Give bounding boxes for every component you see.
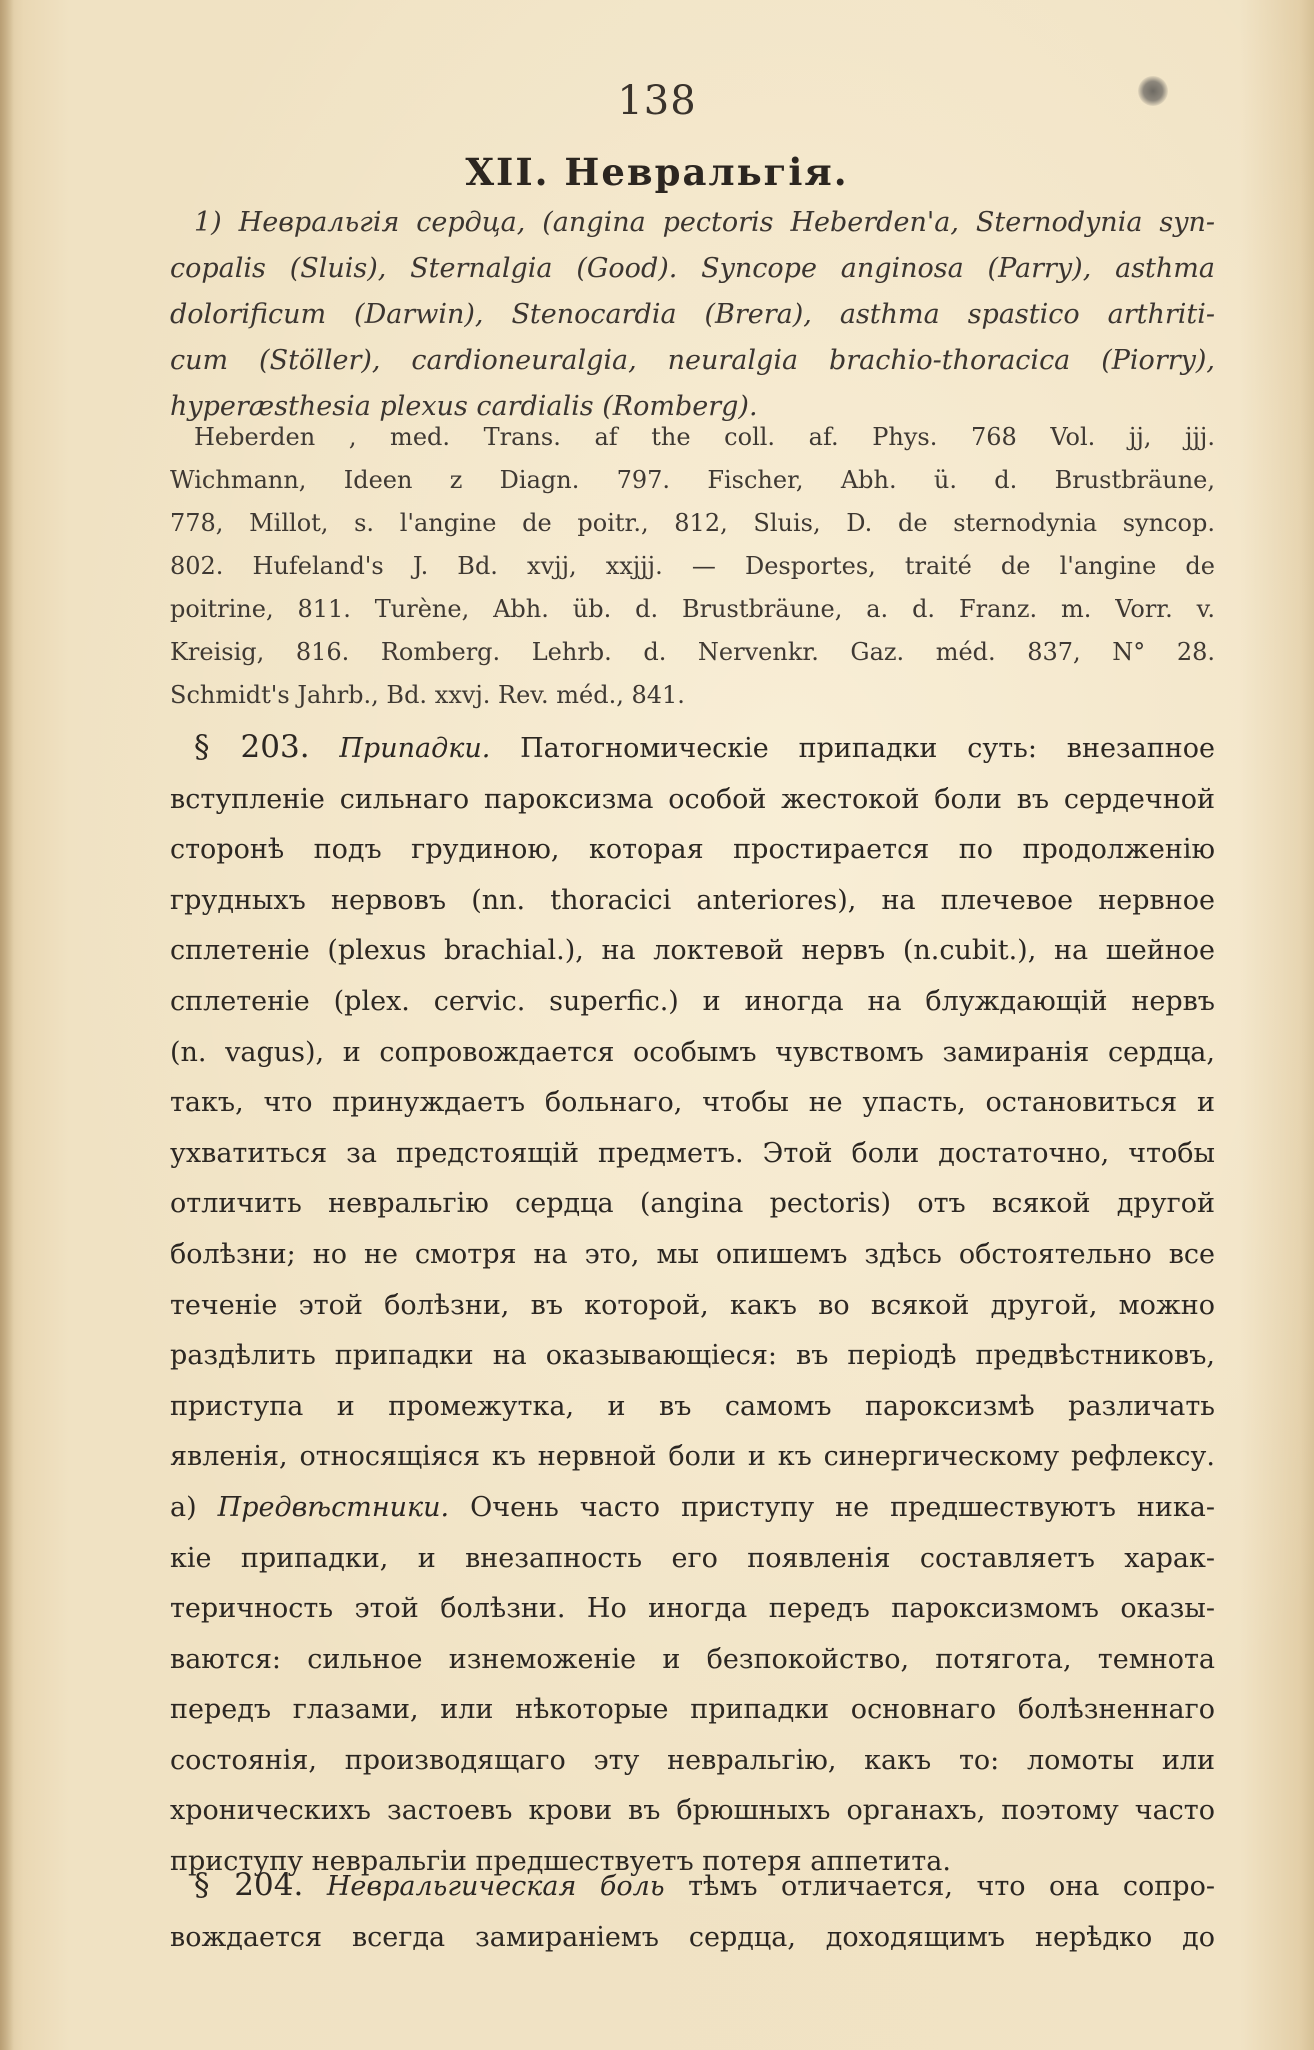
subsection-a-line: приступу невральгіи предшествуетъ потеря аппетита. bbox=[170, 1846, 951, 1878]
subsection-a-first-line bbox=[170, 1483, 1215, 1534]
synonyms-line: 1) Невральгія сердца, (angina pectoris Heberden'a, Sternodynia syn- bbox=[194, 207, 1215, 238]
page-spine-shadow bbox=[0, 0, 14, 2050]
synonyms-paragraph bbox=[170, 200, 1215, 430]
section-203 bbox=[170, 722, 1215, 1888]
reference-line: Schmidt's Jahrb., Bd. xxvj. Rev. méd., 841. bbox=[170, 681, 685, 709]
section-204-number: § 204. bbox=[194, 1867, 304, 1903]
reference-line: 802. Hufeland's J. Bd. xvjj, xxjjj. — Desportes, traité de l'angine de bbox=[170, 552, 1215, 580]
reference-line: Kreisig, 816. Romberg. Lehrb. d. Nervenkr. Gaz. méd. 837, N° 28. bbox=[170, 638, 1215, 666]
section-203-line: сторонѣ подъ грудиною, которая простирается по продолженію bbox=[170, 834, 1215, 866]
section-203-line: такъ, что принуждаетъ больнаго, чтобы не упасть, остановиться и bbox=[170, 1087, 1215, 1119]
section-203-line: сплетеніе (plex. cervic. superfic.) и иногда на блуждающій нервъ bbox=[170, 985, 1215, 1017]
subsection-a-line: передъ глазами, или нѣкоторые припадки основнаго болѣзненнаго bbox=[170, 1694, 1215, 1726]
synonyms-line: hyperæsthesia plexus cardialis (Romberg). bbox=[170, 391, 758, 422]
subsection-a-line: состоянія, производящаго эту невральгію, какъ то: ломоты или bbox=[170, 1744, 1215, 1776]
chapter-title: XII. Невральгія. bbox=[465, 150, 849, 194]
reference-line: 778, Millot, s. l'angine de poitr., 812, Sluis, D. de sternodynia syncop. bbox=[170, 509, 1215, 537]
section-203-line: болѣзни; но не смотря на это, мы опишемъ здѣсь обстоятельно все bbox=[170, 1238, 1215, 1270]
subsection-a-label: а) bbox=[170, 1491, 197, 1523]
synonyms-line: cum (Stöller), cardioneuralgia, neuralgia brachio-thoracica (Piorry), bbox=[170, 345, 1215, 376]
section-203-heading: Припадки. bbox=[339, 733, 491, 764]
section-203-line: грудныхъ нервовъ (nn. thoracici anteriores), на плечевое нервное bbox=[170, 884, 1215, 916]
section-204-heading: Невральгическая боль bbox=[326, 1871, 665, 1902]
section-203-line: отличить невральгію сердца (angina pectoris) отъ всякой другой bbox=[170, 1188, 1215, 1220]
section-203-line: ухватиться за предстоящій предметъ. Этой боли достаточно, чтобы bbox=[170, 1137, 1215, 1169]
reference-line: poitrine, 811. Turène, Abh. üb. d. Brustbräune, a. d. Franz. m. Vorr. v. bbox=[170, 595, 1215, 623]
subsection-a-line: ваются: сильное изнеможеніе и безпокойство, потягота, темнота bbox=[170, 1643, 1215, 1675]
subsection-a-line: теричность этой болѣзни. Но иногда передъ пароксизмомъ оказы- bbox=[170, 1593, 1215, 1625]
section-203-line: (n. vagus), и сопровождается особымъ чувствомъ замиранія сердца, bbox=[170, 1036, 1215, 1068]
section-204 bbox=[170, 1860, 1215, 1963]
section-203-line: раздѣлить припадки на оказывающіеся: въ періодѣ предвѣстниковъ, bbox=[170, 1340, 1215, 1372]
subsection-a-heading: Предвѣстники. bbox=[217, 1491, 450, 1523]
reference-line: Wichmann, Ideen z Diagn. 797. Fischer, Abh. ü. d. Brustbräune, bbox=[170, 466, 1215, 494]
page-number: 138 bbox=[617, 78, 697, 124]
section-203-first-line bbox=[170, 722, 1215, 775]
subsection-a-line: хроническихъ застоевъ крови въ брюшныхъ органахъ, поэтому часто bbox=[170, 1795, 1215, 1827]
synonyms-line: copalis (Sluis), Sternalgia (Good). Syncope anginosa (Parry), asthma bbox=[170, 253, 1215, 284]
references-paragraph bbox=[170, 416, 1215, 717]
section-203-line: явленія, относящіяся къ нервной боли и къ синергическому рефлексу. bbox=[170, 1441, 1215, 1473]
section-203-line: вступленіе сильнаго пароксизма особой жестокой боли въ сердечной bbox=[170, 783, 1215, 815]
section-203-line: теченіе этой болѣзни, въ которой, какъ во всякой другой, можно bbox=[170, 1289, 1215, 1321]
section-203-first-line-text: Патогномическіе припадки суть: внезапное bbox=[520, 733, 1215, 764]
synonyms-line: dolorificum (Darwin), Stenocardia (Brera), asthma spastico arthriti- bbox=[170, 299, 1215, 330]
subsection-a-line: кіе припадки, и внезапность его появленія составляетъ харак- bbox=[170, 1542, 1215, 1574]
section-204-first-line-text: тѣмъ отличается, что она сопро- bbox=[688, 1871, 1215, 1902]
section-203-number: § 203. bbox=[194, 729, 310, 765]
section-204-first-line bbox=[170, 1860, 1215, 1913]
reference-line: Heberden , med. Trans. af the coll. af. Phys. 768 Vol. jj, jjj. bbox=[194, 423, 1215, 451]
section-204-line: вождается всегда замираніемъ сердца, доходящимъ нерѣдко до bbox=[170, 1921, 1215, 1953]
section-203-line: приступа и промежутка, и въ самомъ пароксизмѣ различать bbox=[170, 1390, 1215, 1422]
section-203-line: сплетеніе (plexus brachial.), на локтевой нервъ (n.cubit.), на шейное bbox=[170, 935, 1215, 967]
subsection-a-first-line-text: Очень часто приступу не предшествуютъ ника- bbox=[470, 1491, 1215, 1523]
